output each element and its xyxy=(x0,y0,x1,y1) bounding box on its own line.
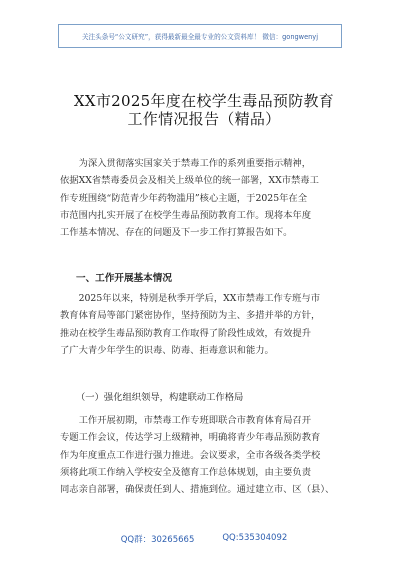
paragraph-line: 作专班围绕“防范青少年药物滥用”核心主题，于2025年在全 xyxy=(60,192,307,204)
paragraph-line: 2025年以来，特别是秋季开学后，XX市禁毒工作专班与市 xyxy=(60,293,321,304)
intro-paragraph xyxy=(60,155,352,241)
paragraph-line: 工作开展初期，市禁毒工作专班即联合市教育体育局召开 xyxy=(60,415,312,426)
section-1-paragraph xyxy=(60,290,352,359)
footer-qq-group: QQ群：30265665 xyxy=(120,535,195,545)
paragraph-line: 专题工作会议，传达学习上级精神，明确将青少年毒品预防教育 xyxy=(60,432,321,444)
paragraph-line: 教育体育局等部门紧密协作，坚持预防为主、多措并举的方针， xyxy=(60,310,321,322)
section-heading-1: 一、工作开展基本情况 xyxy=(76,273,172,284)
paragraph-line: 作为年度重点工作进行强力推进。会议要求，全市各级各类学校 xyxy=(60,449,321,461)
document-title-line-2: 工作情况报告（精品） xyxy=(127,110,281,128)
paragraph-line: 须将此项工作纳入学校安全及德育工作总体规划，由主要负责 xyxy=(60,466,312,478)
document-title-line-1: XX市2025年度在校学生毒品预防教育 xyxy=(73,92,335,110)
paragraph-line: 工作基本情况、存在的问题及下一步工作打算报告如下。 xyxy=(60,227,293,239)
footer-contact xyxy=(0,533,408,545)
paragraph-line: 依据XX省禁毒委员会及相关上级单位的统一部署，XX市禁毒工 xyxy=(60,175,319,187)
paragraph-line: 同志亲自部署，确保责任到人、措施到位。通过建立市、区（县）、 xyxy=(60,484,335,496)
header-notice: 关注头条号“公文研究”，获得最新最全最专业的公文资料库！ 微信：gongwenyj xyxy=(58,24,342,48)
paragraph-line: 了广大青少年学生的识毒、防毒、拒毒意识和能力。 xyxy=(60,344,274,356)
subsection-heading-1: （一）强化组织领导，构建联动工作格局 xyxy=(76,392,244,403)
paragraph-line: 为深入贯彻落实国家关于禁毒工作的系列重要指示精神， xyxy=(60,158,312,169)
paragraph-line: 市范围内扎实开展了在校学生毒品预防教育工作。现将本年度 xyxy=(60,209,312,221)
subsection-1-paragraph xyxy=(60,412,352,498)
paragraph-line: 推动在校学生毒品预防教育工作取得了阶段性成效，有效提升 xyxy=(60,327,312,339)
footer-qq: QQ:535304092 xyxy=(222,533,288,543)
